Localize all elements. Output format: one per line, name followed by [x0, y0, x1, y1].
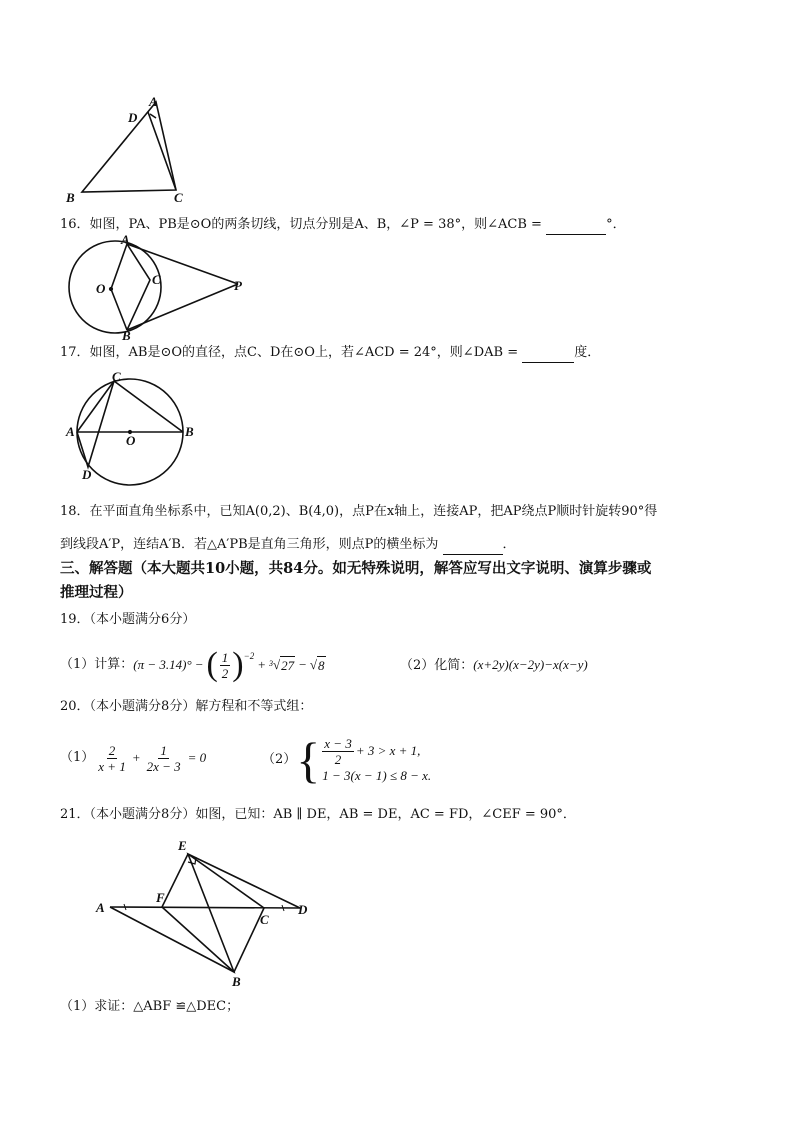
q20-p2-frac-num: x − 3 [324, 735, 352, 751]
q17-label-b: B [185, 424, 194, 439]
q16-body: 如图，PA、PB是⊙O的两条切线，切点分别是A、B，∠P = 38°，则∠ACB = [89, 217, 542, 232]
q21-header: 21．（本小题满分8分）如图，已知：AB ∥ DE，AB = DE，AC = FD，∠CEF = 90°． [60, 807, 576, 822]
q16-answer-blank[interactable] [546, 216, 606, 235]
q20-header: 20．（本小题满分8分）解方程和不等式组： [60, 699, 313, 714]
q16-tail: °． [606, 217, 626, 232]
figure-triangle-abc [60, 90, 200, 208]
q18-body-1: 在平面直角坐标系中，已知A(0,2)、B(4,0)，点P在x轴上，连接AP，把AP绕点P顺时针旋转90°得 [89, 504, 658, 519]
q21-label-b: B [232, 974, 241, 989]
section-3-title [60, 560, 651, 578]
q19-p1-lparen: ( [206, 646, 218, 683]
section-3-title-line1: 三、解答题（本大题共10小题，共84分。如无特殊说明，解答应写出文字说明、演算步骤或 [60, 560, 652, 577]
q20-p1-f1-den: x + 1 [98, 758, 126, 774]
q19-part1 [60, 645, 326, 685]
q20-p2-system [322, 736, 431, 785]
q17-body: 如图，AB是⊙O的直径，点C、D在⊙O上，若∠ACD = 24°，则∠DAB = [89, 345, 519, 360]
q17-label-o: O [126, 433, 136, 448]
q19-p1-radical-1: √ [272, 657, 281, 672]
section-3-title-line2: 推理过程） [60, 584, 133, 601]
q19-p2-label: （2）化简： [400, 658, 474, 673]
q19-p1-plus: + [257, 657, 266, 672]
figure-q16-tangents [60, 232, 260, 342]
q21-part1: （1）求证：△ABF ≌△DEC； [60, 999, 240, 1014]
q20-p1-label: （1） [60, 750, 95, 765]
q18-tail: ． [502, 537, 516, 552]
q19-part2 [400, 656, 588, 675]
q19-p1-fraction [220, 650, 231, 681]
q19-header: 19．（本小题满分6分） [60, 612, 196, 627]
q20-p2-fraction [322, 736, 354, 767]
q20-p1-f2-den: 2x − 3 [146, 758, 181, 774]
q17-text [60, 344, 600, 363]
fig1-label-a: A [149, 94, 158, 109]
q19-p1-radical-2: √ [309, 657, 318, 672]
q16-label-p: P [234, 278, 242, 293]
q16-label-b: B [122, 328, 131, 343]
q17-label-d: D [82, 467, 92, 482]
q20-p1-plus: + [131, 750, 141, 765]
figure-q21-quadrilateral [92, 834, 322, 988]
q21-label-c: C [260, 912, 269, 927]
q20-p1-f2-num: 1 [160, 742, 167, 758]
q18-line1 [60, 503, 657, 521]
q20-p2-ineq-1 [322, 736, 431, 767]
q20-part2 [262, 730, 431, 790]
q20-p2-ineq-2: 1 − 3(x − 1) ≤ 8 − x. [322, 767, 432, 783]
q18-line2 [60, 536, 516, 555]
q16-label-o: O [96, 281, 106, 296]
q21-label-e: E [178, 838, 187, 853]
q21-label-f: F [156, 890, 165, 905]
q20-p1-fraction-2 [145, 743, 183, 774]
q19-p2-expression: (x+2y)(x−2y)−x(x−y) [473, 657, 588, 672]
section-3-title-cont [60, 584, 133, 602]
q19-p1-exponent: −2 [243, 651, 255, 661]
q17-label-c: C [112, 369, 121, 384]
q18-body-2: 到线段A′P，连结A′B．若△A′PB是直角三角形，则点P的横坐标为 [60, 537, 439, 552]
q20-p2-brace: { [296, 732, 321, 788]
q18-number: 18． [60, 504, 90, 519]
q16-number: 16． [60, 217, 90, 232]
q19-p1-minus: − [194, 657, 204, 672]
q20-p2-frac-den: 2 [334, 751, 342, 767]
q16-label-c: C [152, 272, 161, 287]
fig1-label-d: D [128, 110, 138, 125]
q20-part1 [60, 738, 206, 778]
q19-p1-root-index: 3 [268, 659, 273, 668]
q17-label-a: A [66, 424, 75, 439]
figure-q17-circle [66, 369, 206, 485]
q20-p2-ineq-1-rest: + 3 > x + 1, [355, 743, 421, 758]
fig1-label-b: B [66, 190, 75, 205]
q19-p1-frac-den: 2 [221, 665, 229, 681]
q21-label-a: A [96, 900, 105, 915]
q20-p2-label: （2） [262, 752, 297, 767]
q19-p1-frac-num: 1 [221, 649, 229, 665]
q20-p1-equals: = 0 [187, 750, 207, 765]
q19-p1-minus-2: − [298, 657, 307, 672]
q19-p1-term-a: (π − 3.14)° [133, 657, 192, 672]
q19-p1-radicand-1: 27 [281, 657, 295, 673]
q16-label-a: A [121, 232, 130, 247]
q17-tail: 度． [574, 345, 601, 360]
fig1-label-c: C [174, 190, 183, 205]
q19-p1-rparen: ) [232, 646, 244, 683]
q20-p1-f1-num: 2 [108, 742, 116, 758]
q19-p1-label: （1）计算： [60, 657, 134, 672]
q21-label-d: D [298, 902, 308, 917]
q18-answer-blank[interactable] [443, 536, 503, 555]
q20-p1-fraction-1 [96, 743, 128, 774]
q17-answer-blank[interactable] [522, 344, 574, 363]
q19-p1-radicand-2: 8 [318, 657, 325, 673]
q17-number: 17． [60, 345, 90, 360]
